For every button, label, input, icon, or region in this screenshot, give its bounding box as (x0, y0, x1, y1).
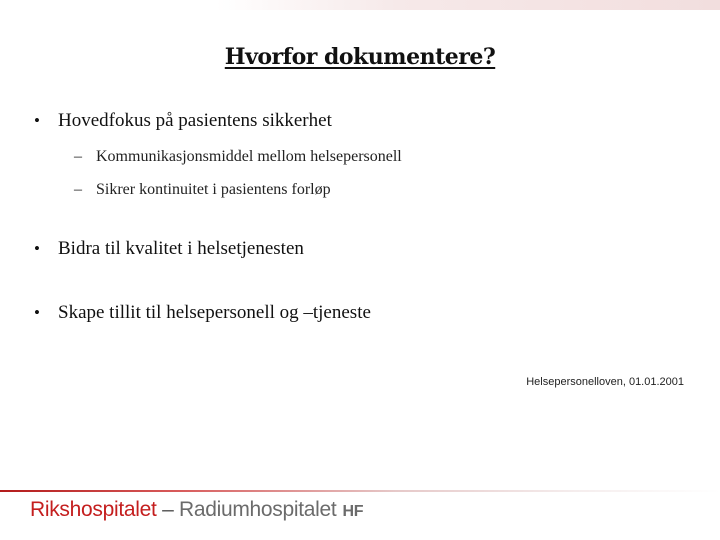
logo-radiumhospitalet: Radiumhospitalet (178, 498, 337, 521)
logo-rikshospitalet: Rikshospitalet (30, 498, 157, 521)
sub-bullet-item-2 (74, 181, 331, 199)
sub-bullet-text: Sikrer kontinuitet i pasientens forløp (96, 181, 331, 198)
bullet-item-3 (34, 302, 371, 324)
dash-icon: – (74, 181, 82, 198)
dash-icon: – (74, 148, 82, 165)
sub-bullet-item-1 (74, 148, 402, 166)
source-citation: Helsepersonelloven, 01.01.2001 (526, 376, 684, 388)
bullet-icon: • (34, 239, 40, 258)
bullet-text: Bidra til kvalitet i helsetjenesten (58, 238, 304, 259)
bullet-text: Skape tillit til helsepersonell og –tjeneste (58, 302, 371, 323)
logo-hf: HF (342, 503, 364, 520)
bullet-text: Hovedfokus på pasientens sikkerhet (58, 110, 332, 131)
bullet-icon: • (34, 303, 40, 322)
slide-title-text: Hvorfor dokumentere? (224, 44, 496, 70)
slide-title (0, 44, 720, 70)
hospital-logo (30, 498, 363, 522)
bullet-item-1 (34, 110, 332, 132)
logo-dash: – (156, 498, 179, 521)
bullet-item-2 (34, 238, 304, 260)
top-gradient-band (0, 0, 720, 10)
bullet-icon: • (34, 111, 40, 130)
footer-divider (0, 490, 720, 492)
sub-bullet-text: Kommunikasjonsmiddel mellom helsepersonell (96, 148, 402, 165)
